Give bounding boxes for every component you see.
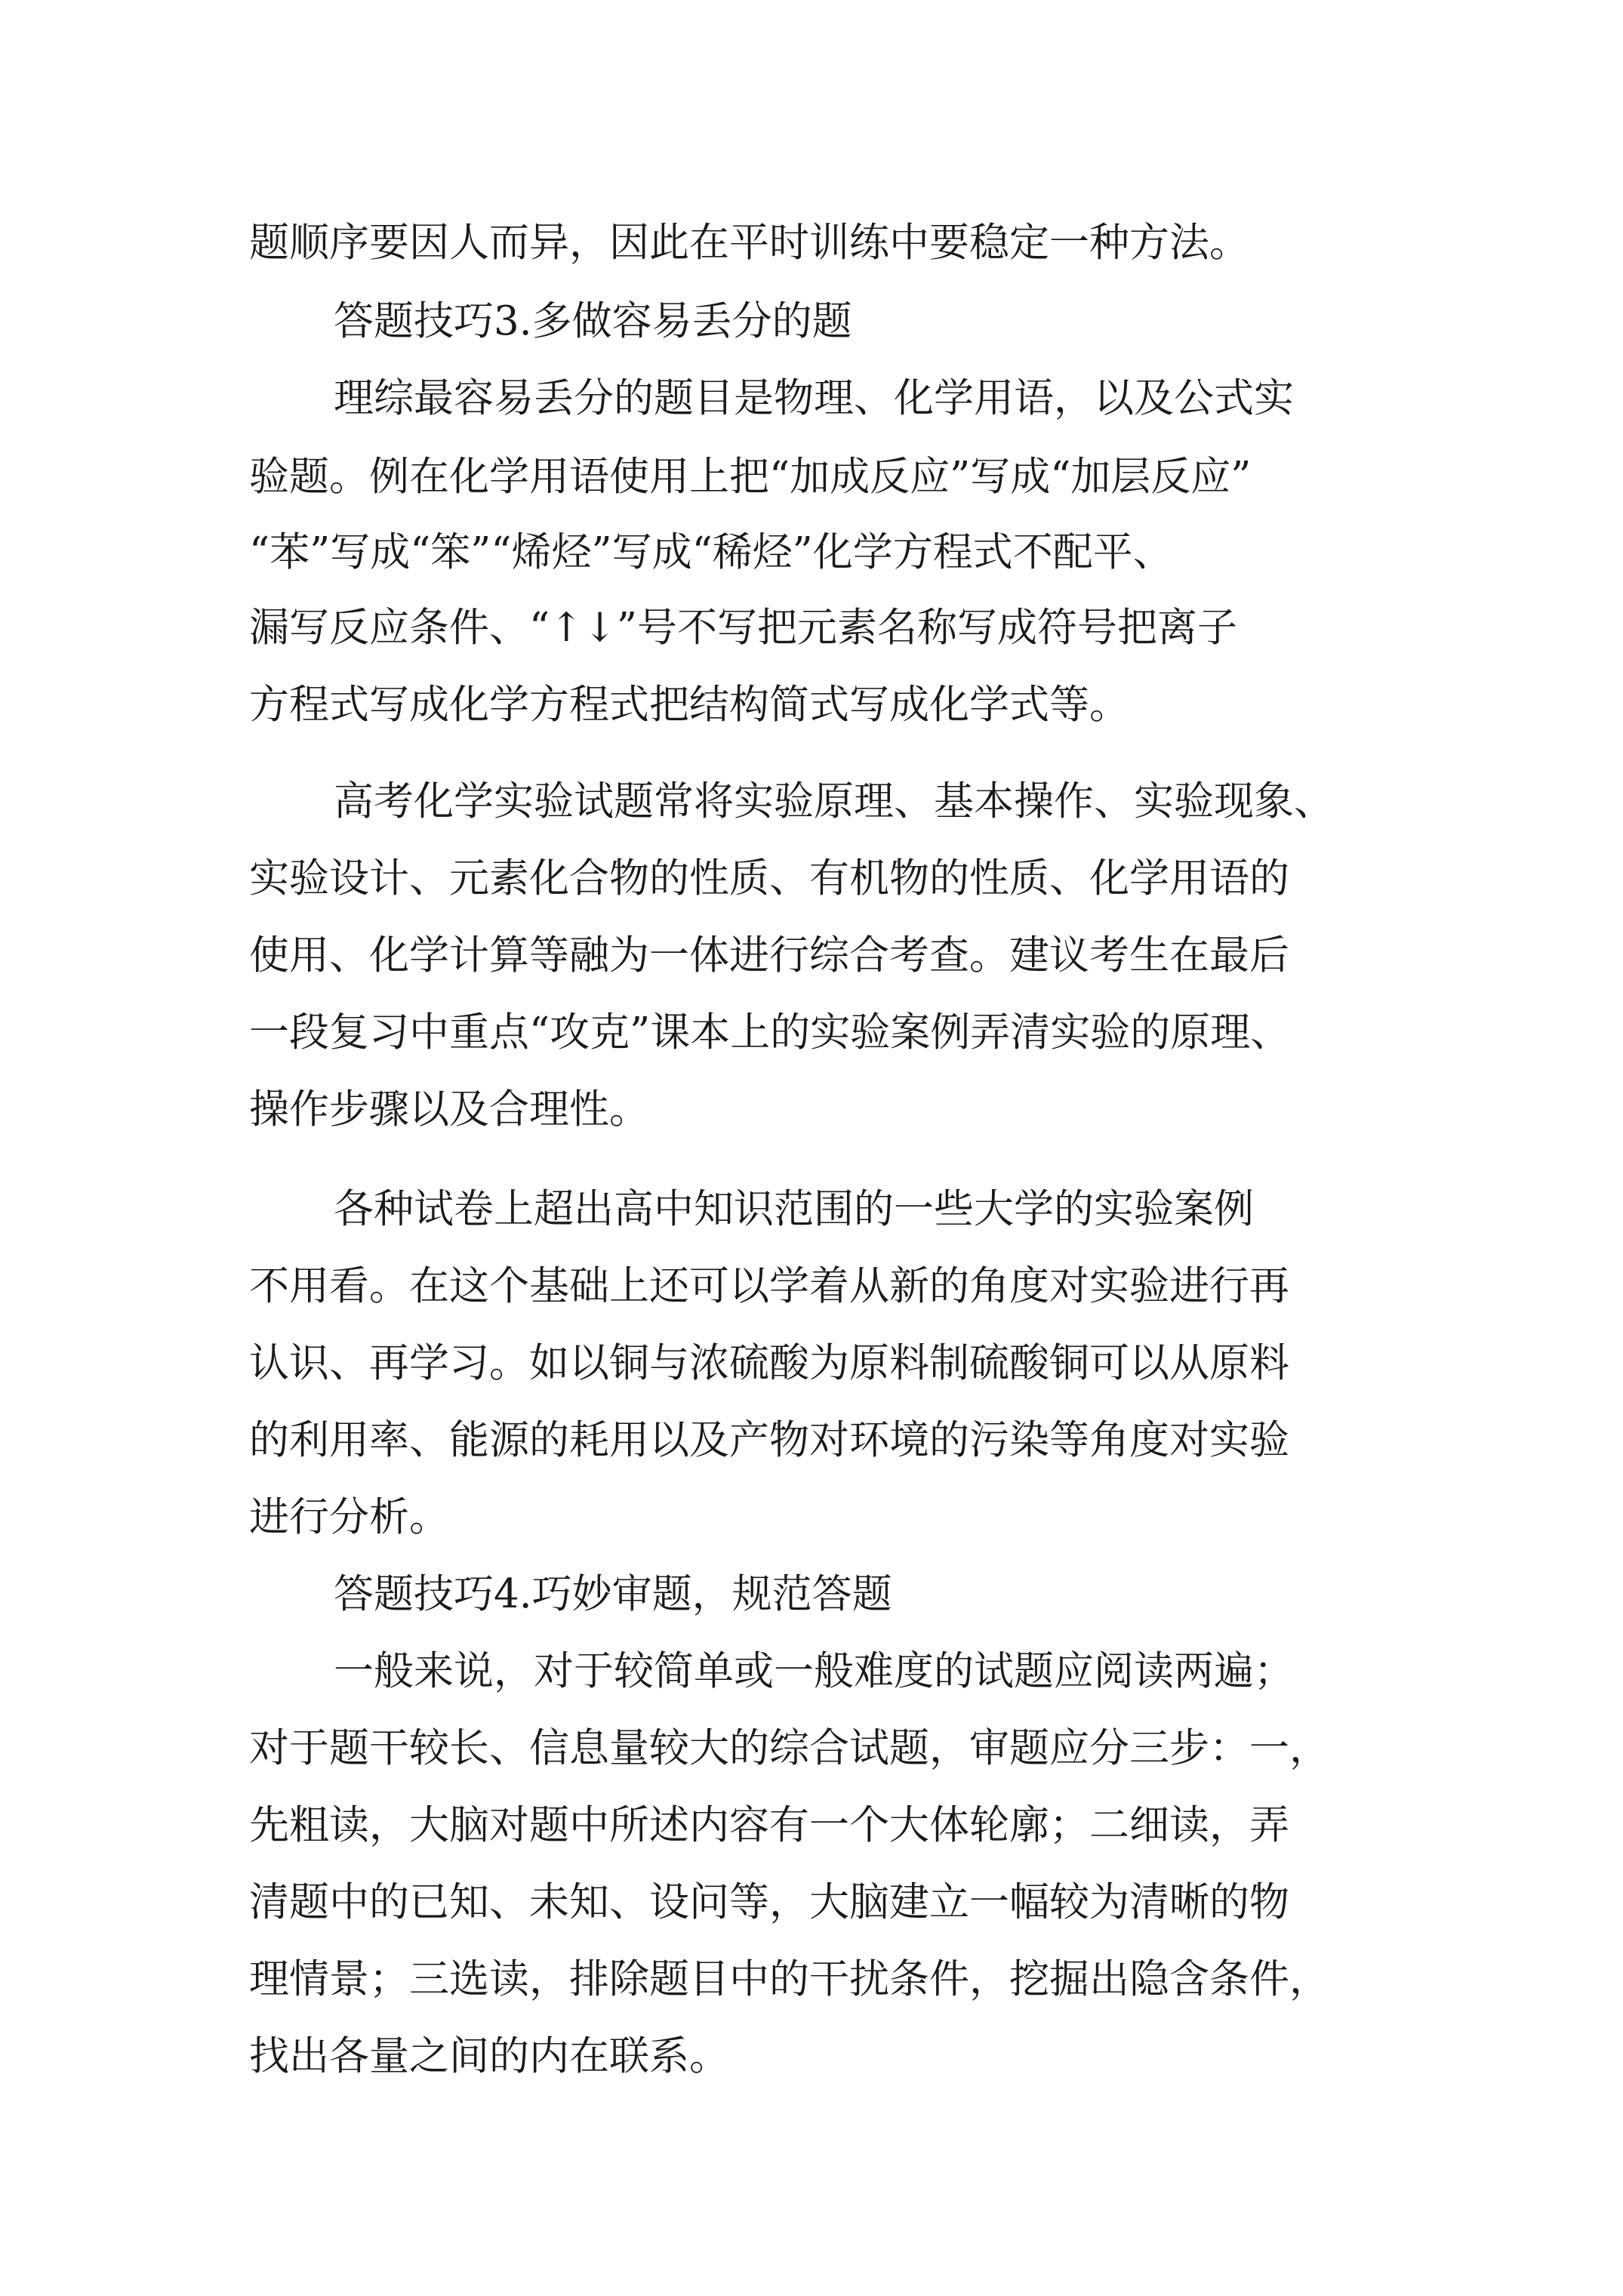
text-line: 的利用率、能源的耗用以及产物对环境的污染等角度对实验 (249, 1417, 1289, 1463)
text-line: 认识、再学习。如以铜与浓硫酸为原料制硫酸铜可以从原料 (249, 1340, 1289, 1386)
text-line: 高考化学实验试题常将实验原理、基本操作、实验现象、 (334, 778, 1334, 824)
text-line: 不用看。在这个基础上还可以学着从新的角度对实验进行再 (249, 1263, 1289, 1309)
text-line: 理综最容易丢分的题目是物理、化学用语，以及公式实 (334, 375, 1294, 421)
text-line: 进行分析。 (249, 1494, 449, 1540)
text-line: 使用、化学计算等融为一体进行综合考查。建议考生在最后 (249, 932, 1289, 978)
text-line: 实验设计、元素化合物的性质、有机物的性质、化学用语的 (249, 855, 1289, 901)
text-line: 对于题干较长、信息量较大的综合试题，审题应分三步：一， (249, 1725, 1329, 1771)
text-line: 操作步骤以及合理性。 (249, 1086, 649, 1133)
text-line: 漏写反应条件、“↑↓”号不写把元素名称写成符号把离子 (249, 605, 1238, 651)
section-heading: 答题技巧3.多做容易丢分的题 (334, 298, 852, 344)
text-line: 理情景；三选读，排除题目中的干扰条件，挖掘出隐含条件， (249, 1956, 1329, 2002)
text-line: 各种试卷上超出高中知识范围的一些大学的实验案例 (334, 1186, 1254, 1232)
text-line: 方程式写成化学方程式把结构简式写成化学式等。 (249, 682, 1129, 728)
text-line: 题顺序要因人而异，因此在平时训练中要稳定一种方法。 (249, 220, 1249, 266)
text-line: 先粗读，大脑对题中所述内容有一个大体轮廓；二细读，弄 (249, 1802, 1289, 1848)
text-line: 验题。例在化学用语使用上把“加成反应”写成“加层反应” (249, 454, 1252, 500)
text-line: 找出各量之间的内在联系。 (249, 2033, 729, 2079)
section-heading: 答题技巧4.巧妙审题，规范答题 (334, 1571, 892, 1617)
text-line: “苯”写成“笨”“烯烃”写成“稀烃”化学方程式不配平、 (249, 529, 1173, 575)
text-line: 一段复习中重点“攻克”课本上的实验案例弄清实验的原理、 (249, 1009, 1291, 1056)
text-line: 一般来说，对于较简单或一般难度的试题应阅读两遍； (334, 1648, 1294, 1694)
text-line: 清题中的已知、未知、设问等，大脑建立一幅较为清晰的物 (249, 1879, 1289, 1925)
